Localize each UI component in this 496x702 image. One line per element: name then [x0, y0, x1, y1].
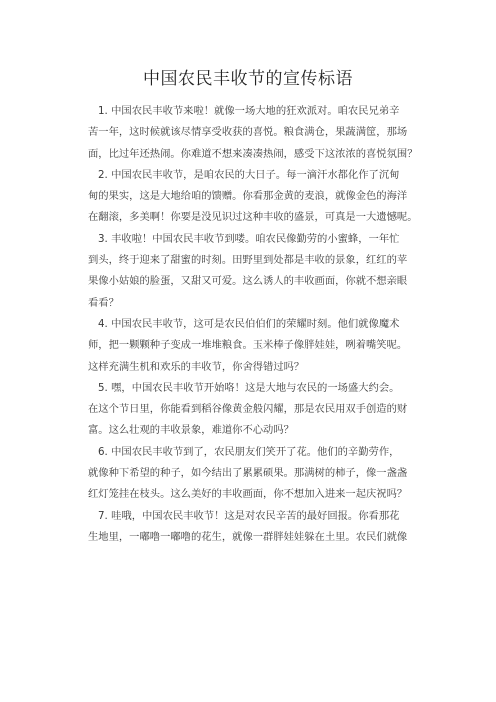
paragraph-line: 在这个节日里，你能看到稻谷像黄金般闪耀，那是农民用双手创造的财	[88, 403, 408, 416]
paragraph-line: 5. 嘿，中国农民丰收节开始咯！这是大地与农民的一场盛大约会。	[98, 381, 400, 394]
paragraph-line: 红灯笼挂在枝头。这么美好的丰收画面，你不想加入进来一起庆祝吗？	[88, 488, 408, 501]
paragraph-line: 这样充满生机和欢乐的丰收节，你舍得错过吗？	[88, 360, 305, 373]
paragraph-line: 看看？	[88, 296, 119, 309]
document-body	[88, 101, 428, 548]
paragraph-line: 就像种下希望的种子，如今结出了累累硕果。那满树的柿子，像一盏盏	[88, 467, 408, 480]
paragraph-5	[88, 378, 428, 442]
paragraph-line: 到头，终于迎来了甜蜜的时刻。田野里到处都是丰收的景象，红红的苹	[88, 254, 408, 267]
paragraph-line: 6. 中国农民丰收节到了，农民朋友们笑开了花。他们的辛勤劳作，	[98, 445, 400, 458]
paragraph-line: 4. 中国农民丰收节，这可是农民伯伯们的荣耀时刻。他们就像魔术	[98, 317, 400, 330]
paragraph-line: 1. 中国农民丰收节来啦！就像一场大地的狂欢派对。咱农民兄弟辛	[98, 105, 400, 117]
paragraph-7	[88, 506, 428, 549]
paragraph-6	[88, 442, 428, 506]
paragraph-1	[88, 101, 428, 165]
paragraph-line: 7. 哇哦，中国农民丰收节！这是对农民辛苦的最好回报。你看那花	[98, 509, 400, 522]
paragraph-line: 果像小姑娘的脸蛋，又甜又可爱。这么诱人的丰收画面，你就不想亲眼	[88, 275, 408, 288]
paragraph-line: 面，比过年还热闹。你难道不想来凑凑热闹，感受下这浓浓的喜悦氛围？	[88, 147, 418, 160]
document-title: 中国农民丰收节的宣传标语	[143, 69, 353, 89]
paragraph-line: 师，把一颗颗种子变成一堆堆粮食。玉米棒子像胖娃娃，咧着嘴笑呢。	[88, 339, 408, 352]
paragraph-line: 在翻滚，多美啊！你要是没见识过这种丰收的盛景，可真是一大遗憾呢。	[88, 211, 418, 224]
paragraph-line: 2. 中国农民丰收节，是咱农民的大日子。每一滴汗水都化作了沉甸	[98, 168, 400, 181]
paragraph-3	[88, 229, 428, 314]
paragraph-line: 苦一年，这时候就该尽情享受收获的喜悦。粮食满仓，果蔬满筐，那场	[88, 126, 408, 139]
paragraph-4	[88, 314, 428, 378]
paragraph-line: 富。这么壮观的丰收景象，难道你不心动吗？	[88, 424, 294, 437]
paragraph-line: 生地里，一嘟噜一嘟噜的花生，就像一群胖娃娃躲在土里。农民们就像	[88, 530, 408, 543]
paragraph-line: 3. 丰收啦！中国农民丰收节到喽。咱农民像勤劳的小蜜蜂，一年忙	[98, 232, 400, 245]
paragraph-2	[88, 165, 428, 229]
paragraph-line: 甸的果实，这是大地给咱的馈赠。你看那金黄的麦浪，就像金色的海洋	[88, 190, 408, 203]
